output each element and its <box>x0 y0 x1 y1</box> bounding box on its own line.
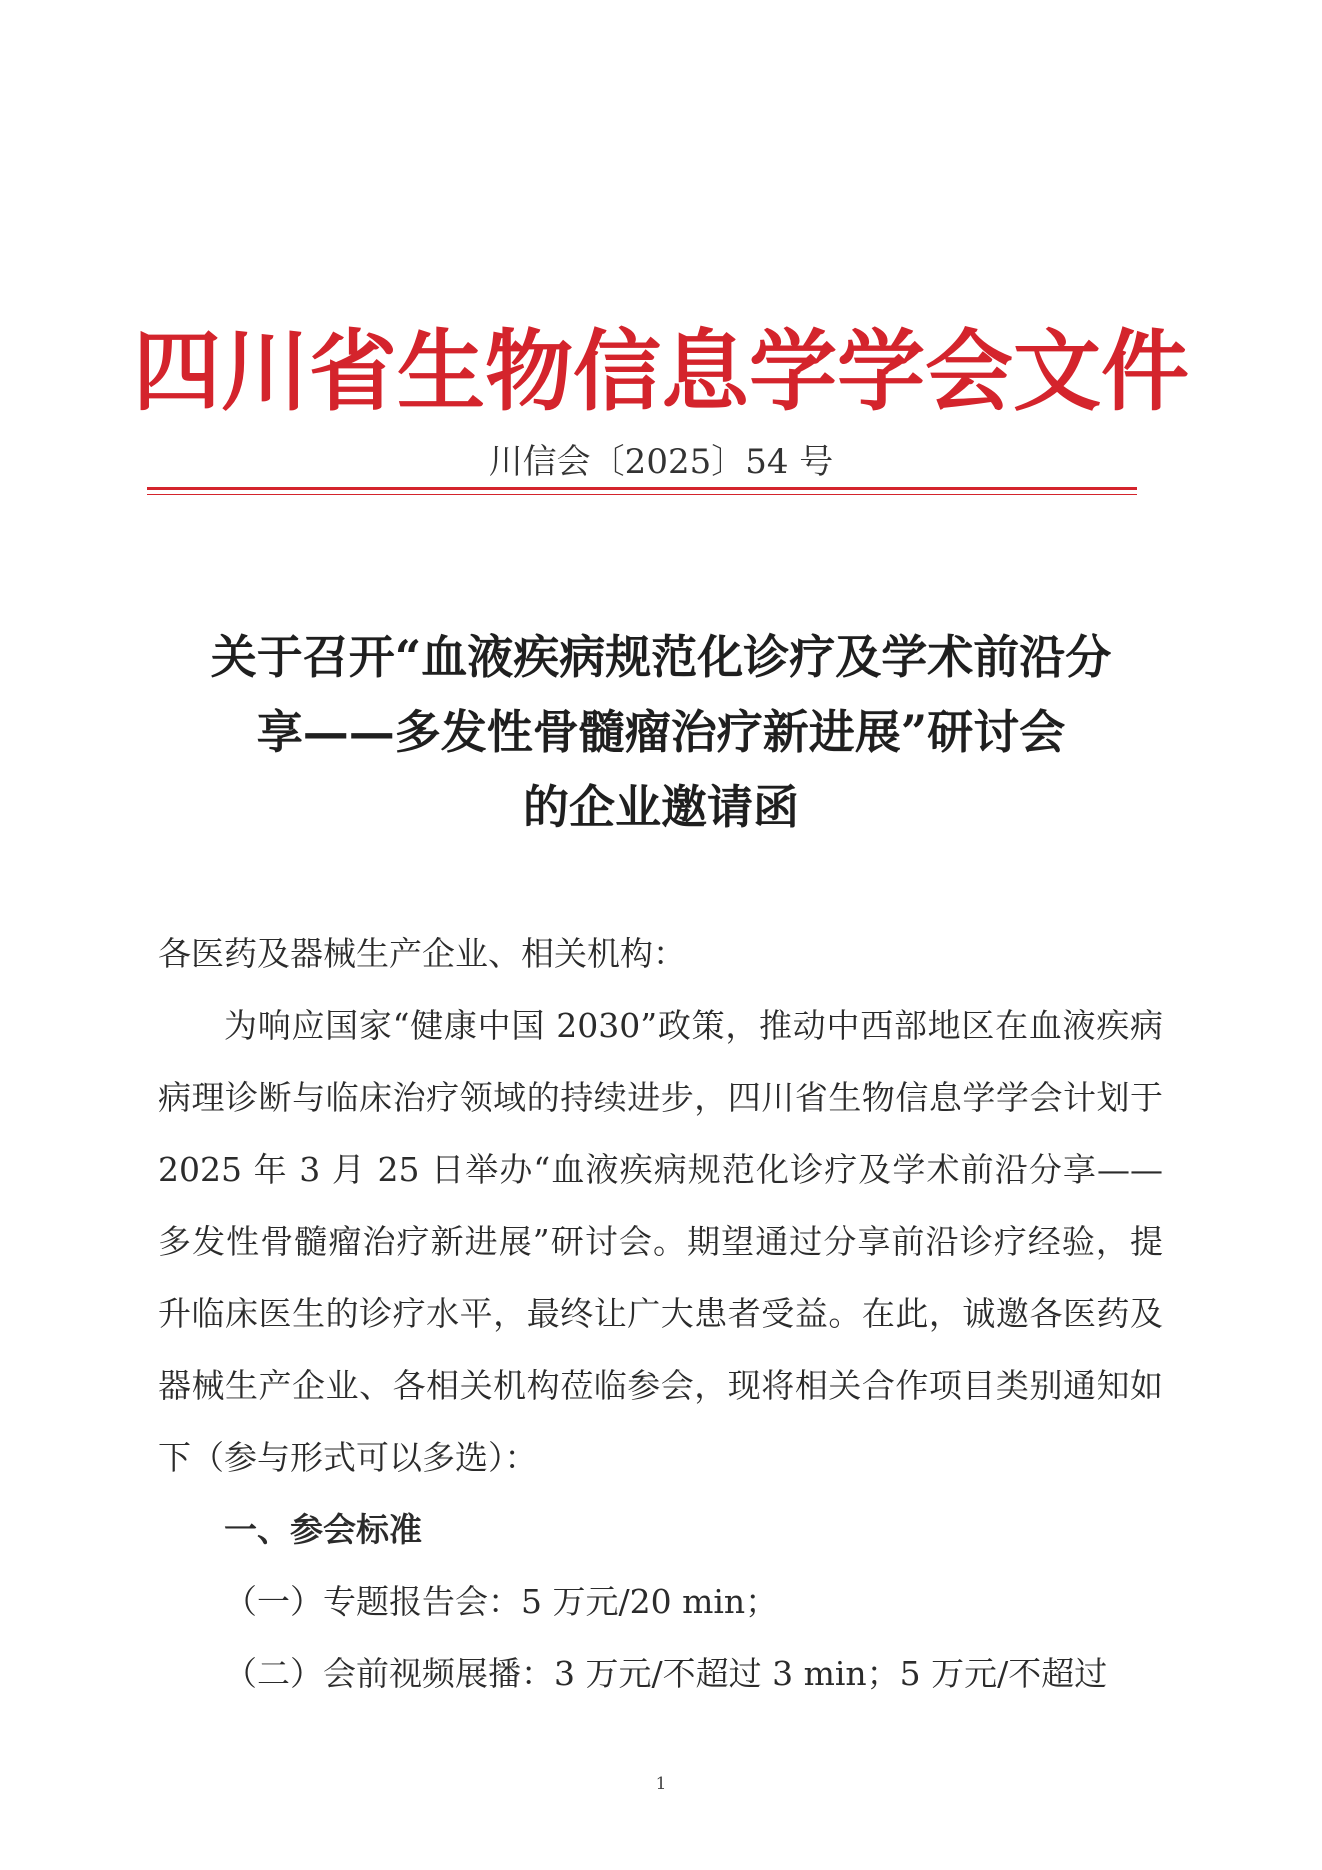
document-title-line-3: 的企业邀请函 <box>523 780 799 834</box>
header-divider-thick <box>147 487 1137 490</box>
list-item: （一）专题报告会：5 万元/20 min； <box>224 1582 779 1621</box>
section-heading: 一、参会标准 <box>224 1510 422 1549</box>
document-body <box>158 918 1163 1710</box>
intro-paragraph: 为响应国家“健康中国 2030”政策，推动中西部地区在血液疾病病理诊断与临床治疗领域的持续进步，四川省生物信息学学会计划于 2025 年 3 月 25 日举办“血液疾病规范化诊疗及学术前沿分享——多发性骨髓瘤治疗新进展”研讨会。期望通过分享前沿诊疗经验，提升临床医生的诊疗水平，最终让广大患者受益。在此，诚邀各医药及器械生产企业、各相关机构莅临参会，现将相关合作项目类别通知如下（参与形式可以多选）： <box>158 1006 1163 1477</box>
organization-header-title: 四川省生物信息学学会文件 <box>132 320 1189 423</box>
document-title-line-2: 享——多发性骨髓瘤治疗新进展”研讨会 <box>256 705 1066 759</box>
salutation: 各医药及器械生产企业、相关机构： <box>158 934 686 973</box>
document-number: 川信会〔2025〕54 号 <box>488 442 834 482</box>
header-divider-thin <box>147 494 1137 495</box>
document-title-line-1: 关于召开“血液疾病规范化诊疗及学术前沿分 <box>210 630 1112 684</box>
list-item: （二）会前视频展播：3 万元/不超过 3 min；5 万元/不超过 <box>224 1654 1108 1693</box>
document-title <box>120 620 1202 845</box>
page-number: 1 <box>655 1774 667 1794</box>
